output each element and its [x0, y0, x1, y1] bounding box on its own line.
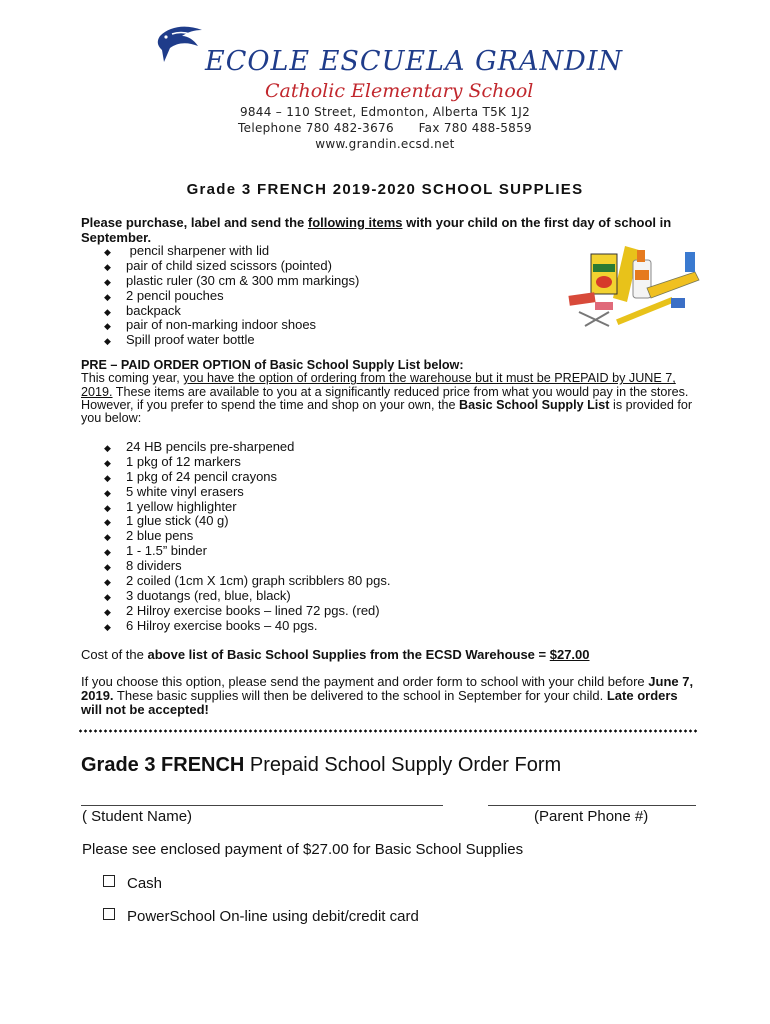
cost-line: Cost of the above list of Basic School Supplies from the ECSD Warehouse = $27.00 [81, 647, 590, 662]
diamond-bullet-icon: ◆ [104, 562, 111, 573]
list-item-text: plastic ruler (30 cm & 300 mm markings) [126, 272, 360, 288]
list-item [104, 318, 359, 333]
list-item-text: pair of child sized scissors (pointed) [126, 257, 332, 273]
list-item [104, 529, 390, 544]
list-item [104, 304, 359, 319]
checkbox-powerschool[interactable] [103, 908, 115, 920]
list-item-text: Spill proof water bottle [126, 332, 255, 348]
list-item [104, 604, 390, 619]
list-item [104, 544, 390, 559]
list-item-text: 1 - 1.5” binder [126, 543, 207, 559]
parent-phone-label: (Parent Phone #) [534, 808, 649, 825]
diamond-bullet-icon: ◆ [104, 472, 111, 483]
list-item-text: 6 Hilroy exercise books – 40 pgs. [126, 617, 318, 633]
diamond-bullet-icon: ◆ [104, 291, 111, 302]
diamond-bullet-icon: ◆ [104, 532, 111, 543]
list-item [104, 289, 359, 304]
list-item-text: 1 yellow highlighter [126, 498, 237, 514]
prepaid-section: PRE – PAID ORDER OPTION of Basic School Supply List below: This coming year, you have the option of ordering from the warehouse but it must be PREPAID by JUNE 7, 2019. These items are available to you at a significantly reduced price from what you would pay in the stores. However, if you prefer to spend the time and shop on your own, the Basic School Supply List is provided for you below: [81, 358, 693, 426]
prepaid-heading: PRE – PAID ORDER OPTION of Basic School Supply List below: [81, 358, 464, 372]
school-address: 9844 – 110 Street, Edmonton, Alberta T5K 1J2 [239, 105, 531, 119]
page-title: Grade 3 FRENCH 2019-2020 SCHOOL SUPPLIES [186, 181, 584, 198]
list-item [104, 455, 390, 470]
diamond-bullet-icon: ◆ [104, 487, 111, 498]
list-item-text: 1 pkg of 24 pencil crayons [126, 468, 278, 484]
list-item [104, 559, 390, 574]
payment-option-cash[interactable]: Cash [103, 875, 162, 892]
basic-items-list [104, 440, 390, 634]
diamond-bullet-icon: ◆ [104, 517, 111, 528]
list-item-text: 24 HB pencils pre-sharpened [126, 439, 295, 454]
list-item [104, 574, 390, 589]
list-item [104, 440, 390, 455]
parent-phone-field[interactable] [488, 805, 696, 806]
list-item-text: 5 white vinyl erasers [126, 483, 244, 499]
list-item [104, 500, 390, 515]
payment-text: Please see enclosed payment of $27.00 for Basic School Supplies [82, 841, 524, 858]
list-item-text: 2 Hilroy exercise books – lined 72 pgs. (red) [126, 602, 380, 618]
list-item [104, 470, 390, 485]
diamond-bullet-icon: ◆ [104, 321, 111, 332]
school-logo-icon [152, 22, 210, 68]
list-item-text: 1 glue stick (40 g) [126, 513, 229, 529]
list-item-text: 1 pkg of 12 markers [126, 453, 241, 469]
order-form-title: Grade 3 FRENCH Prepaid School Supply Order Form [81, 754, 562, 776]
list-item-text: 2 blue pens [126, 528, 194, 544]
list-item-text: 2 coiled (1cm X 1cm) graph scribblers 80 pgs. [126, 573, 391, 589]
checkbox-cash[interactable] [103, 875, 115, 887]
diamond-bullet-icon: ◆ [104, 276, 111, 287]
school-supplies-image [565, 242, 703, 338]
diamond-bullet-icon: ◆ [104, 336, 111, 347]
school-name: ECOLE ESCUELA GRANDIN [205, 46, 624, 77]
list-item-text: 3 duotangs (red, blue, black) [126, 587, 291, 603]
diamond-bullet-icon: ◆ [104, 457, 111, 468]
list-item [104, 485, 390, 500]
list-item [104, 259, 359, 274]
list-item [104, 274, 359, 289]
diamond-bullet-icon: ◆ [104, 261, 111, 272]
list-item [104, 333, 359, 348]
payment-option-powerschool[interactable]: PowerSchool On-line using debit/credit card [103, 908, 419, 925]
diamond-bullet-icon: ◆ [104, 621, 111, 632]
diamond-bullet-icon: ◆ [104, 247, 111, 257]
instructions: If you choose this option, please send the payment and order form to school with your child before June 7, 2019. These basic supplies will then be delivered to the school in September for your child. Late orders will not be accepted! [81, 674, 694, 717]
student-name-field[interactable] [81, 805, 443, 806]
list-item-text: backpack [126, 302, 181, 318]
required-items-list [104, 244, 359, 348]
list-item [104, 589, 390, 604]
cost-amount: $27.00 [549, 647, 590, 662]
list-item-text: 2 pencil pouches [126, 287, 224, 303]
student-name-label: ( Student Name) [82, 808, 193, 825]
list-item-text: 8 dividers [126, 558, 182, 574]
school-phone: Telephone 780 482-3676 Fax 780 488-5859 [238, 121, 532, 135]
list-item [104, 514, 390, 529]
diamond-bullet-icon: ◆ [104, 591, 111, 602]
school-subtitle: Catholic Elementary School [265, 80, 534, 102]
list-item [104, 244, 359, 259]
list-item [104, 619, 390, 634]
intro-text: Please purchase, label and send the following items with your child on the first day of school in September. [81, 215, 672, 245]
list-item-text: pair of non-marking indoor shoes [126, 317, 317, 333]
diamond-bullet-icon: ◆ [104, 443, 111, 453]
diamond-bullet-icon: ◆ [104, 306, 111, 317]
diamond-bullet-icon: ◆ [104, 547, 111, 558]
list-item-text: pencil sharpener with lid [126, 243, 270, 258]
diamond-bullet-icon: ◆ [104, 502, 111, 513]
diamond-bullet-icon: ◆ [104, 577, 111, 588]
dotted-divider [78, 729, 698, 733]
school-website[interactable]: www.grandin.ecsd.net [315, 137, 455, 151]
diamond-bullet-icon: ◆ [104, 606, 111, 617]
